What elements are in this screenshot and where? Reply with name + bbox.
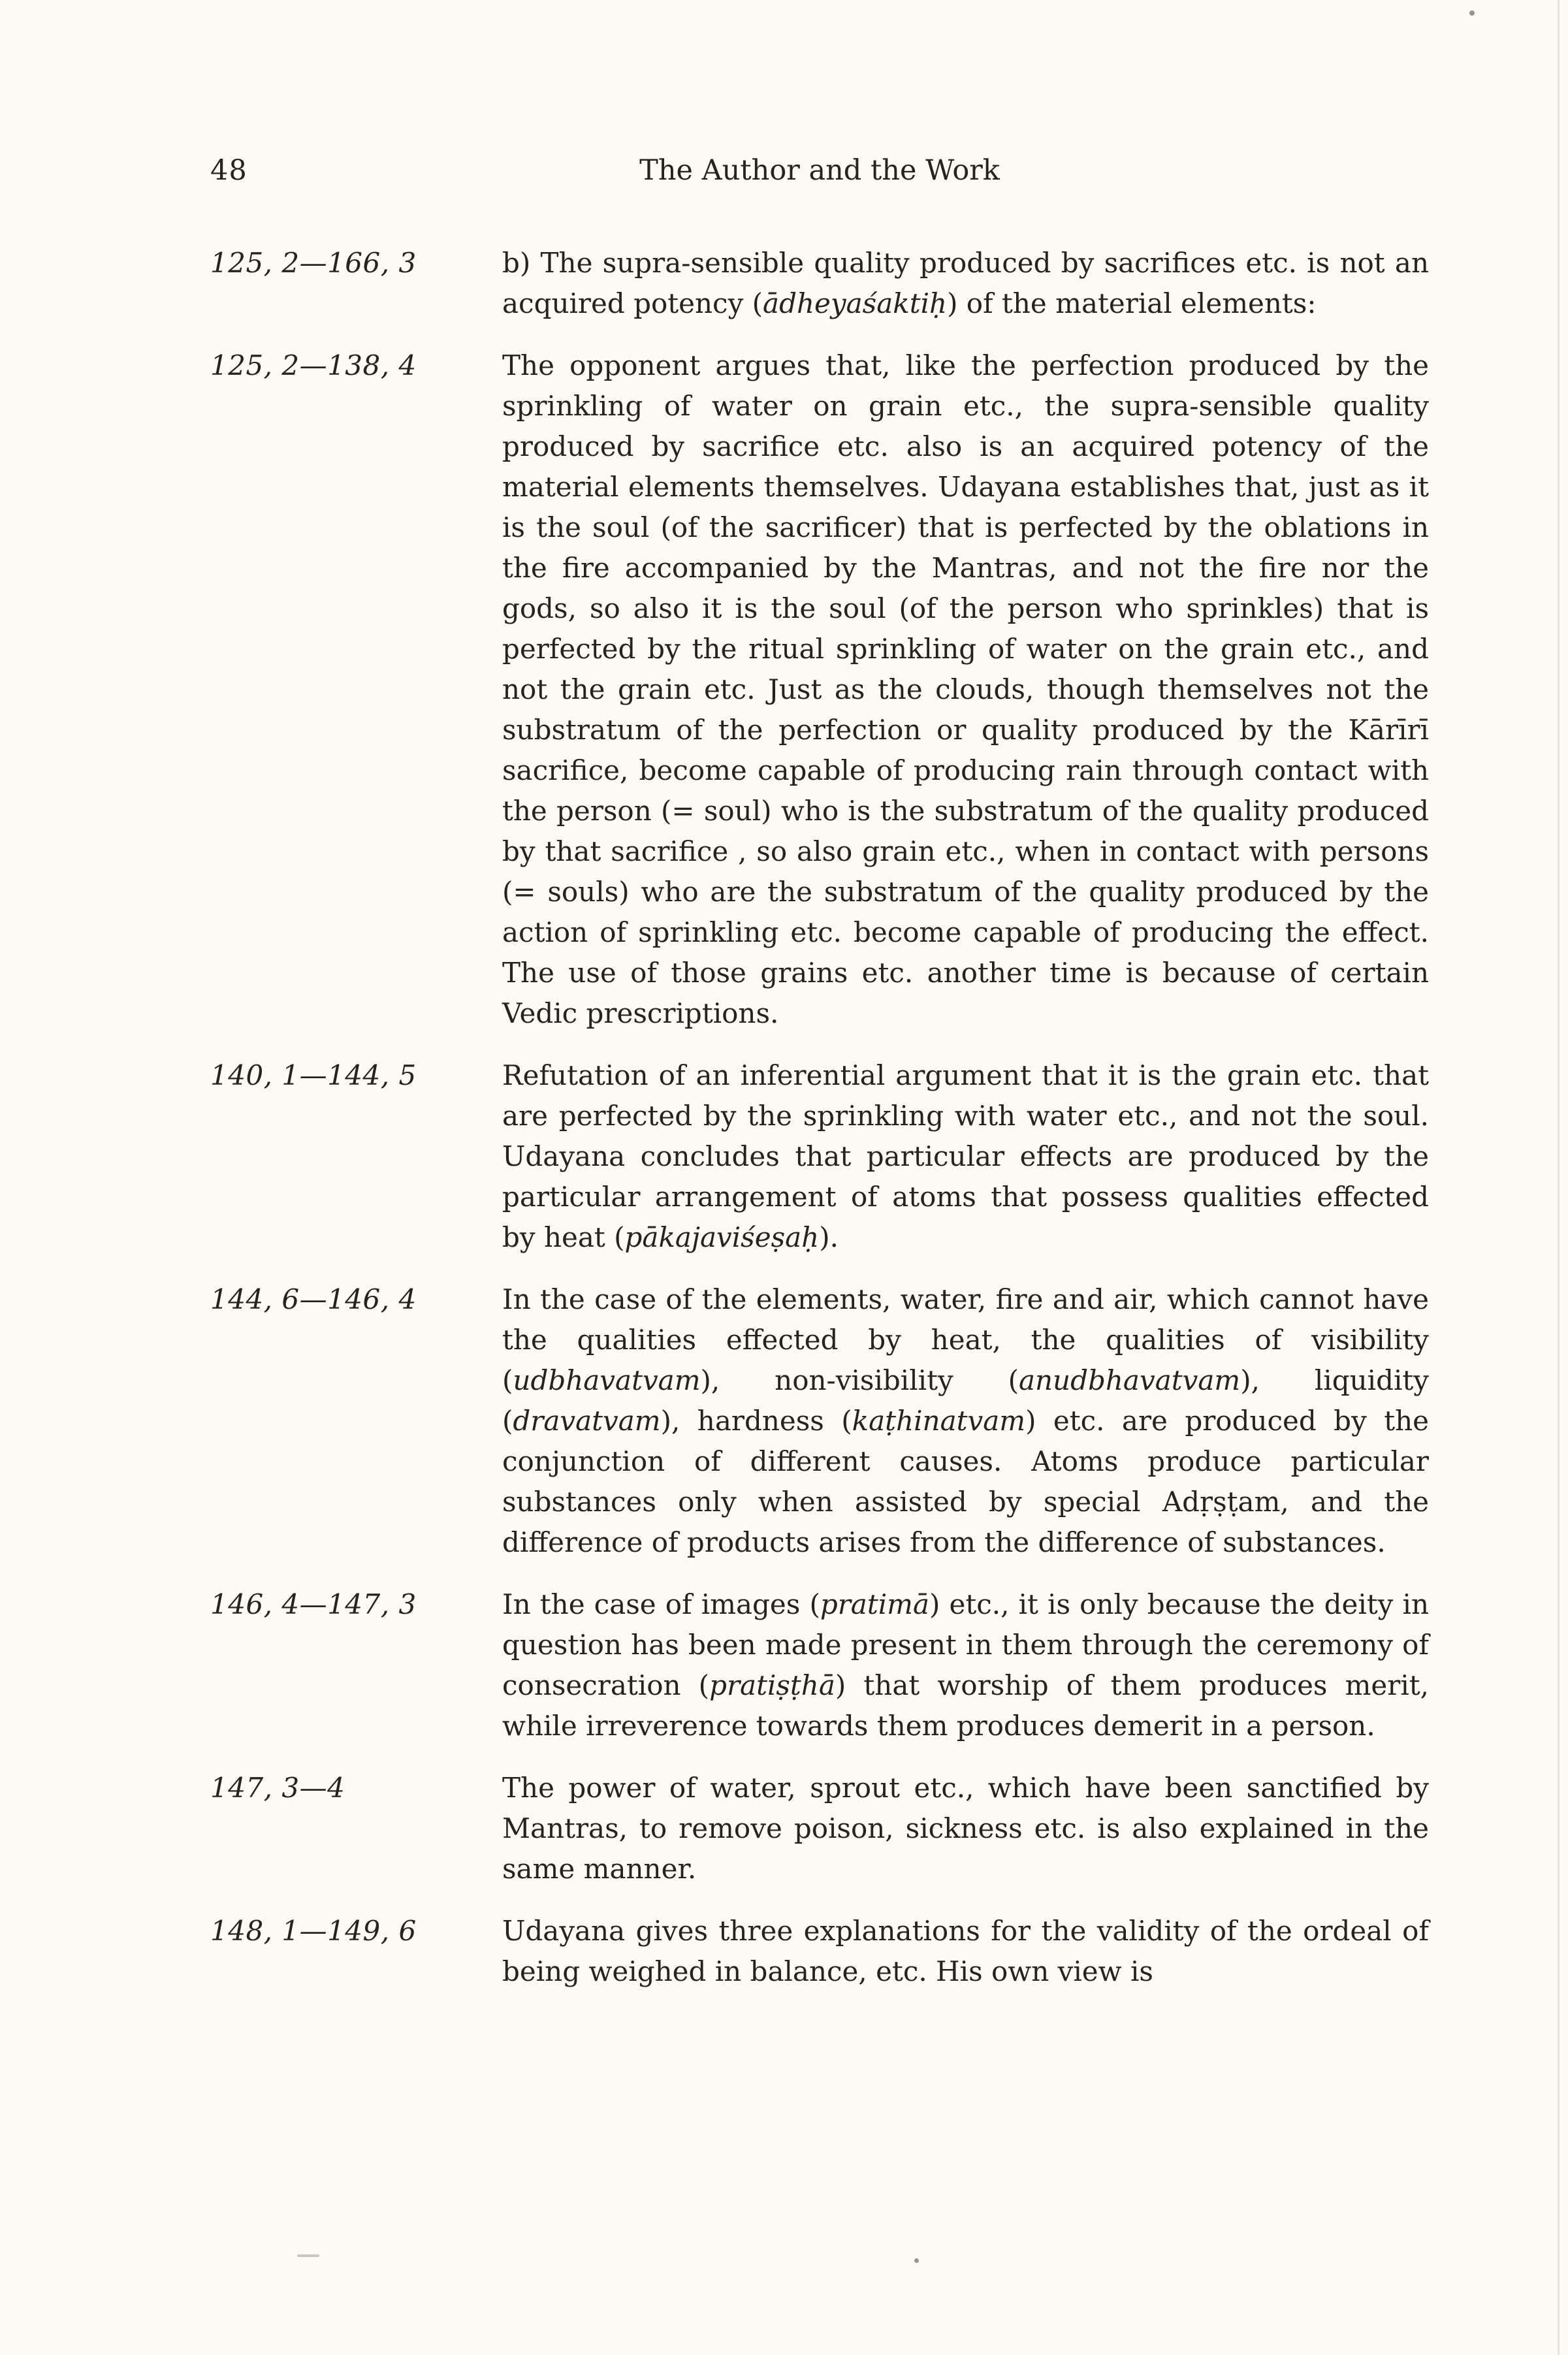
entry-text: In the case of the elements, water, fire and air, which cannot have the qualities effected by heat, the qualities of visibility (udbhavatvam), non-visibility (anudbhavatvam), liquidity (dravatvam), hardness (kaṭhinatvam) etc. are produced by the conjunction of different causes. Atoms produce particular substances only when assisted by special Adṛṣṭam, and the difference of products arises from the difference of substances. <box>502 1283 1430 1558</box>
entry-text: b) The supra-sensible quality produced by sacrifices etc. is not an acquired potency (ādheyaśaktiḥ) of the material elements: <box>502 247 1429 319</box>
scan-speck <box>297 2254 319 2257</box>
entry-row <box>210 1055 1429 1258</box>
page-number: 48 <box>210 154 248 187</box>
summary-entries <box>210 243 1429 2013</box>
entry-text: Udayana gives three explanations for the validity of the ordeal of being weighed in balance, etc. His own view is <box>502 1915 1429 1987</box>
entry-ref: 148, 1—149, 6 <box>210 1915 417 1947</box>
entry-row <box>210 1911 1429 1992</box>
entry-row <box>210 345 1429 1034</box>
running-head <box>210 154 1429 193</box>
entry-ref: 125, 2—138, 4 <box>210 349 417 381</box>
running-title: The Author and the Work <box>639 154 1000 187</box>
entry-row <box>210 1584 1429 1746</box>
entry-row <box>210 1768 1429 1889</box>
entry-ref: 140, 1—144, 5 <box>210 1059 417 1091</box>
entry-text: Refutation of an inferential argument that it is the grain etc. that are perfected by the sprinkling with water etc., and not the soul. Udayana concludes that particular effects are produced by the particular arrangement of atoms that possess qualities effected by heat (pākajaviśeṣaḥ). <box>502 1059 1429 1253</box>
scan-speck <box>1469 10 1475 16</box>
entry-ref: 147, 3—4 <box>210 1772 345 1804</box>
entry-text: The opponent argues that, like the perfection produced by the sprinkling of water on grain etc., the supra-sensible quality produced by sacrifice etc. also is an acquired potency of the material elements themselves. Udayana establishes that, just as it is the soul (of the sacrificer) that is perfected by the oblations in the fire accompanied by the Mantras, and not the fire nor the gods, so also it is the soul (of the person who sprinkles) that is perfected by the ritual sprinkling of water on the grain etc., and not the grain etc. Just as the clouds, though themselves not the substratum of the perfection or quality produced by the Kārīrī sacrifice, become capable of producing rain through contact with the person (= soul) who is the substratum of the quality produced by that sacrifice , so also grain etc., when in contact with persons (= souls) who are the substratum of the quality produced by the action of sprinkling etc. become capable of producing the effect. The use of those grains etc. another time is because of certain Vedic prescriptions. <box>502 349 1429 1029</box>
entry-text: In the case of images (pratimā) etc., it is only because the deity in question has been made present in them through the ceremony of consecration (pratiṣṭhā) that worship of them produces merit, while irreverence towards them produces demerit in a person. <box>502 1588 1430 1742</box>
entry-text: The power of water, sprout etc., which have been sanctified by Mantras, to remove poison, sickness etc. is also explained in the same manner. <box>502 1772 1429 1885</box>
scan-edge-line <box>1558 0 1560 2355</box>
entry-ref: 146, 4—147, 3 <box>210 1588 417 1620</box>
entry-ref: 125, 2—166, 3 <box>210 247 417 279</box>
entry-row <box>210 243 1429 324</box>
entry-row <box>210 1279 1429 1563</box>
scan-speck <box>914 2258 919 2263</box>
entry-ref: 144, 6—146, 4 <box>210 1283 417 1315</box>
